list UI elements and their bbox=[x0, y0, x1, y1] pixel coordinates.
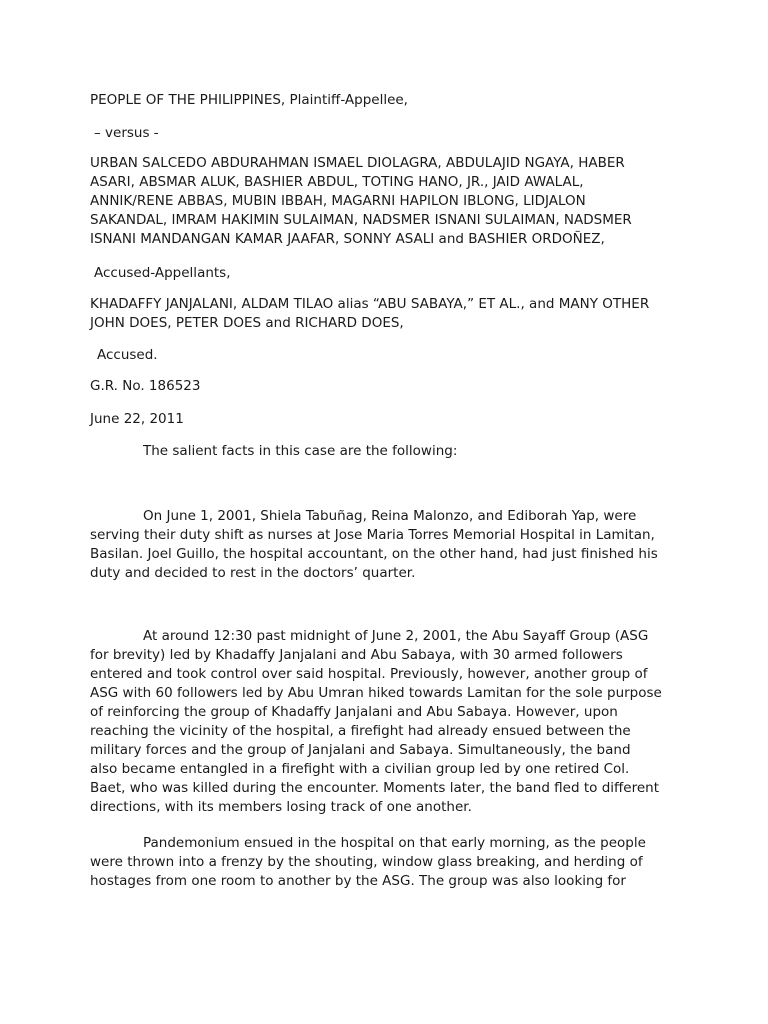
versus-line: – versus - bbox=[94, 125, 159, 141]
paragraph-line: of reinforcing the group of Khadaffy Janjalani and Abu Sabaya. However, upon bbox=[90, 704, 618, 720]
body-paragraph bbox=[90, 834, 680, 891]
paragraph-line: hostages from one room to another by the ASG. The group was also looking for bbox=[90, 873, 626, 889]
paragraph-line: military forces and the group of Janjalani and Sabaya. Simultaneously, the band bbox=[90, 742, 631, 758]
paragraph-line: entered and took control over said hospital. Previously, however, another group of bbox=[90, 666, 648, 682]
intro-sentence: The salient facts in this case are the following: bbox=[143, 443, 458, 459]
paragraph-line: were thrown into a frenzy by the shouting, window glass breaking, and herding of bbox=[90, 854, 643, 870]
plaintiff-line: PEOPLE OF THE PHILIPPINES, Plaintiff-Appellee, bbox=[90, 92, 408, 108]
paragraph-line: for brevity) led by Khadaffy Janjalani and Abu Sabaya, with 30 armed followers bbox=[90, 647, 623, 663]
accused-appellants-label: Accused-Appellants, bbox=[94, 265, 231, 281]
accused-appellants-name-line: ISNANI MANDANGAN KAMAR JAAFAR, SONNY ASALI and BASHIER ORDOÑEZ, bbox=[90, 231, 605, 247]
accused-appellants-name-line: SAKANDAL, IMRAM HAKIMIN SULAIMAN, NADSMER ISNANI SULAIMAN, NADSMER bbox=[90, 212, 632, 228]
accused-label: Accused. bbox=[97, 347, 158, 363]
accused-appellants-name-line: URBAN SALCEDO ABDURAHMAN ISMAEL DIOLAGRA, ABDULAJID NGAYA, HABER bbox=[90, 155, 625, 171]
paragraph-line: Pandemonium ensued in the hospital on that early morning, as the people bbox=[143, 835, 646, 851]
paragraph-line: On June 1, 2001, Shiela Tabuñag, Reina Malonzo, and Ediborah Yap, were bbox=[143, 508, 637, 524]
paragraph-line: also became entangled in a firefight with a civilian group led by one retired Col. bbox=[90, 761, 630, 777]
decision-date: June 22, 2011 bbox=[90, 411, 184, 427]
body-paragraph bbox=[90, 627, 680, 817]
paragraph-line: Basilan. Joel Guillo, the hospital accountant, on the other hand, had just finished his bbox=[90, 546, 658, 562]
accused-appellants-name-line: ANNIK/RENE ABBAS, MUBIN IBBAH, MAGARNI HAPILON IBLONG, LIDJALON bbox=[90, 193, 586, 209]
paragraph-line: ASG with 60 followers led by Abu Umran hiked towards Lamitan for the sole purpose bbox=[90, 685, 662, 701]
paragraph-line: Baet, who was killed during the encounter. Moments later, the band fled to different bbox=[90, 780, 660, 796]
paragraph-line: serving their duty shift as nurses at Jose Maria Torres Memorial Hospital in Lamitan, bbox=[90, 527, 655, 543]
body-paragraph bbox=[90, 507, 680, 583]
paragraph-line: At around 12:30 past midnight of June 2, 2001, the Abu Sayaff Group (ASG bbox=[143, 628, 649, 644]
gr-number: G.R. No. 186523 bbox=[90, 378, 201, 394]
paragraph-line: directions, with its members losing track of one another. bbox=[90, 799, 472, 815]
accused-name-line: JOHN DOES, PETER DOES and RICHARD DOES, bbox=[90, 315, 404, 331]
paragraph-line: reaching the vicinity of the hospital, a firefight had already ensued between the bbox=[90, 723, 631, 739]
paragraph-line: duty and decided to rest in the doctors’ quarter. bbox=[90, 565, 416, 581]
accused-appellants-name-line: ASARI, ABSMAR ALUK, BASHIER ABDUL, TOTING HANO, JR., JAID AWALAL, bbox=[90, 174, 584, 190]
accused-name-line: KHADAFFY JANJALANI, ALDAM TILAO alias “ABU SABAYA,” ET AL., and MANY OTHER bbox=[90, 296, 650, 312]
